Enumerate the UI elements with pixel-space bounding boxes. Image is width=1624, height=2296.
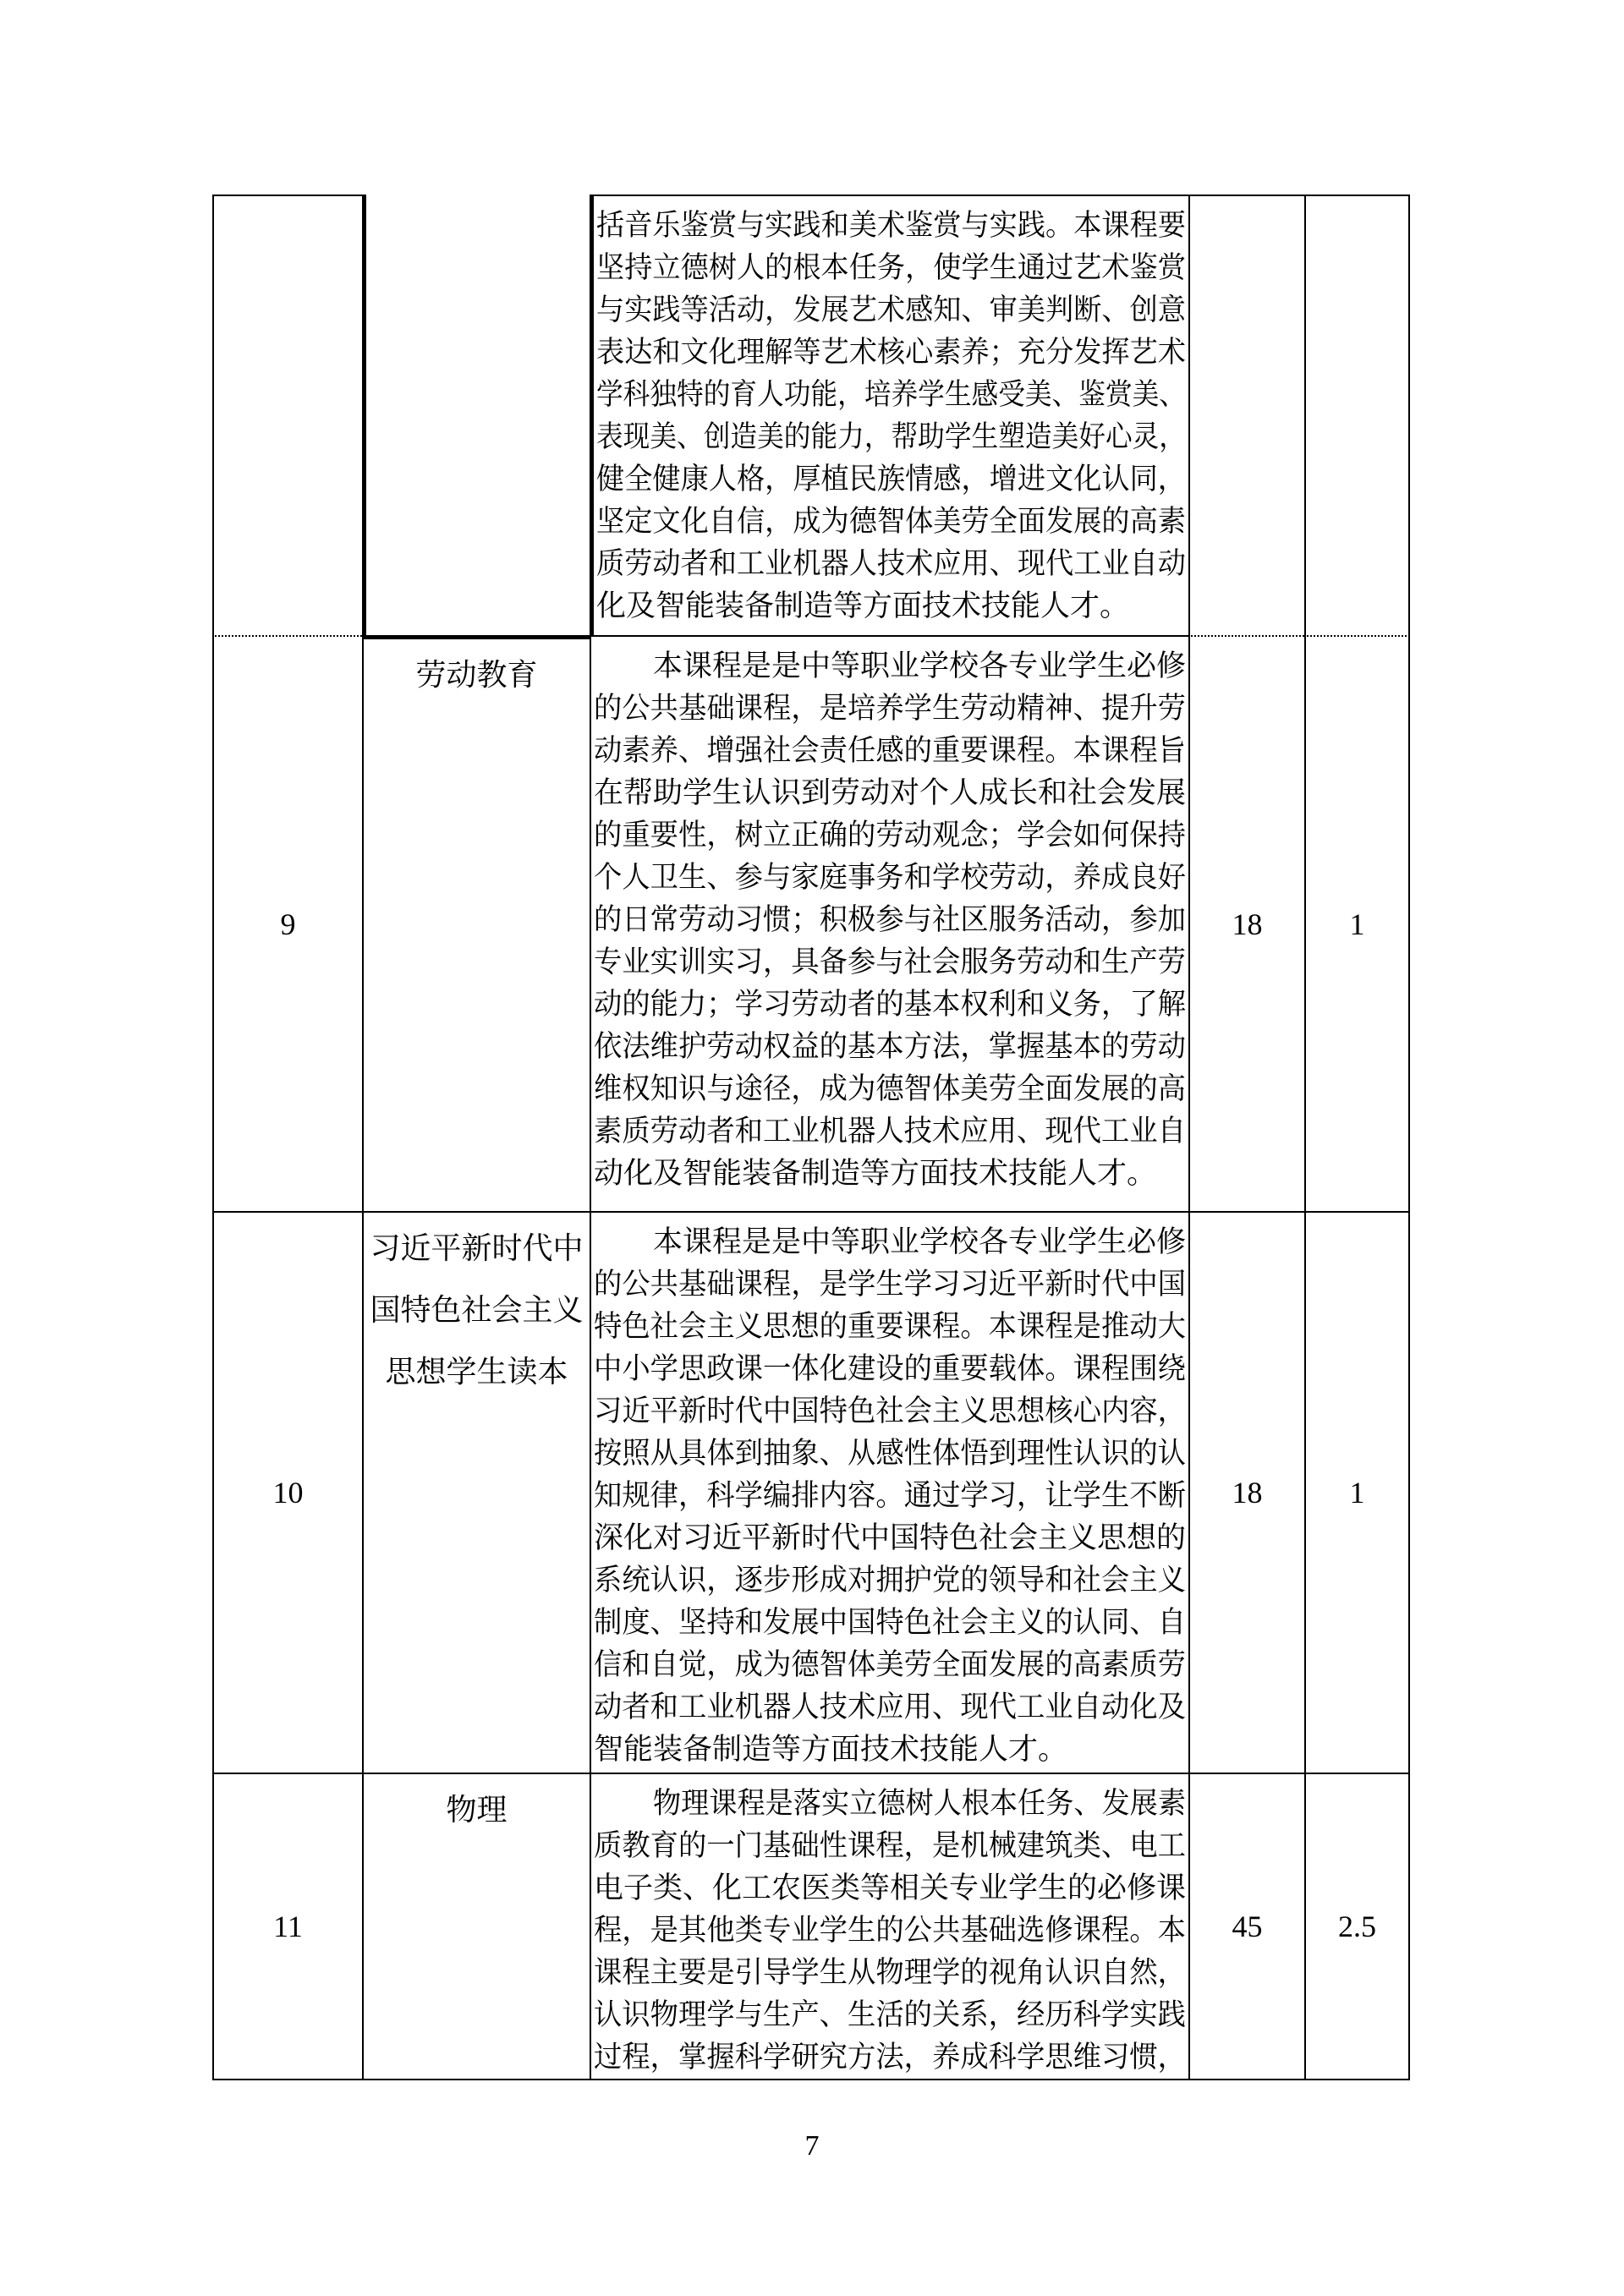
credits-value: 2.5 [1338, 1910, 1376, 1943]
continuation-description-cell [590, 195, 1188, 635]
row-10-hours-cell [1188, 1211, 1304, 1773]
continuation-credits-cell [1304, 195, 1410, 635]
text-line: 表现美、创造美的能力，帮助学生塑造美好心灵， [596, 420, 1186, 453]
continuation-number-cell [212, 195, 362, 635]
text-line: 特色社会主义思想的重要课程。本课程是推动大 [594, 1310, 1186, 1343]
text-line: 动素养、增强社会责任感的重要课程。本课程旨 [594, 734, 1186, 767]
course-name [364, 644, 590, 706]
text-line: 知规律，科学编排内容。通过学习，让学生不断 [594, 1479, 1186, 1512]
course-description [594, 196, 1188, 627]
text-line: 物理课程是落实立德树人根本任务、发展素 [653, 1787, 1186, 1820]
text-line: 课程主要是引导学生从物理学的视角认识自然， [594, 1956, 1186, 1989]
row-11-hours-cell [1188, 1773, 1304, 2080]
hours-value: 18 [1232, 1476, 1263, 1510]
row-10-course-cell [362, 1211, 590, 1773]
row-9-description-cell [590, 635, 1188, 1211]
table-row-10 [212, 1211, 1410, 1773]
text-line: 劳动教育 [415, 658, 538, 692]
text-line: 健全健康人格，厚植民族情感，增进文化认同， [596, 463, 1186, 496]
text-line: 的公共基础课程，是培养学生劳动精神、提升劳 [594, 692, 1186, 725]
text-line: 质劳动者和工业机器人技术应用、现代工业自动 [596, 547, 1186, 580]
text-line: 程，是其他类专业学生的公共基础选修课程。本 [594, 1914, 1186, 1947]
text-line: 素质劳动者和工业机器人技术应用、现代工业自 [594, 1115, 1186, 1148]
text-line: 深化对习近平新时代中国特色社会主义思想的 [594, 1521, 1186, 1554]
row-11-description-cell [590, 1773, 1188, 2080]
text-line: 的公共基础课程，是学生学习习近平新时代中国 [594, 1268, 1186, 1301]
table-row-9 [212, 635, 1410, 1211]
continuation-hours-cell [1188, 195, 1304, 635]
text-line: 思想学生读本 [385, 1355, 568, 1389]
text-line: 本课程是是中等职业学校各专业学生必修 [653, 1225, 1186, 1258]
text-line: 的重要性，树立正确的劳动观念；学会如何保持 [594, 819, 1186, 852]
text-line: 质教育的一门基础性课程，是机械建筑类、电工 [594, 1829, 1186, 1862]
row-11-number-cell [212, 1773, 362, 2080]
text-line: 本课程是是中等职业学校各专业学生必修 [653, 649, 1186, 682]
text-line: 的日常劳动习惯；积极参与社区服务活动，参加 [594, 903, 1186, 936]
course-name [364, 1779, 590, 1841]
course-description [591, 1774, 1188, 2079]
course-table [212, 195, 1410, 2080]
text-line: 信和自觉，成为德智体美劳全面发展的高素质劳 [594, 1648, 1186, 1681]
text-line: 坚定文化自信，成为德智体美劳全面发展的高素 [596, 505, 1186, 538]
page-number: 7 [804, 2130, 820, 2162]
text-line: 个人卫生、参与家庭事务和学校劳动，养成良好 [594, 861, 1186, 894]
text-line: 中小学思政课一体化建设的重要载体。课程围绕 [594, 1352, 1186, 1385]
text-line: 智能装备制造等方面技术技能人才。 [594, 1733, 1068, 1766]
text-line: 物理 [446, 1793, 508, 1827]
row-9-course-cell [362, 635, 590, 1211]
hours-value: 18 [1232, 907, 1263, 941]
course-description [591, 1213, 1188, 1771]
text-line: 过程，掌握科学研究方法，养成科学思维习惯， [594, 2041, 1186, 2074]
text-line: 括音乐鉴赏与实践和美术鉴赏与实践。本课程要 [596, 209, 1186, 242]
text-line: 电子类、化工农医类等相关专业学生的必修课 [594, 1871, 1186, 1904]
course-name [364, 1218, 590, 1403]
text-line: 表达和文化理解等艺术核心素养；充分发挥艺术 [596, 336, 1186, 369]
row-11-course-cell [362, 1773, 590, 2080]
continuation-course-cell-thick-outline [362, 195, 590, 635]
row-9-number-cell [212, 635, 362, 1211]
text-line: 认识物理学与生产、生活的关系，经历科学实践 [594, 1998, 1186, 2031]
text-line: 坚持立德树人的根本任务，使学生通过艺术鉴赏 [596, 251, 1186, 284]
row-10-description-cell [590, 1211, 1188, 1773]
text-line: 动化及智能装备制造等方面技术技能人才。 [594, 1157, 1157, 1190]
row-10-number-cell [212, 1211, 362, 1773]
row-9-hours-cell [1188, 635, 1304, 1211]
row-number: 10 [272, 1476, 304, 1510]
text-line: 依法维护劳动权益的基本方法，掌握基本的劳动 [594, 1030, 1186, 1063]
text-line: 国特色社会主义 [370, 1293, 584, 1327]
credits-value: 1 [1349, 1476, 1365, 1510]
text-line: 按照从具体到抽象、从感性体悟到理性认识的认 [594, 1437, 1186, 1470]
text-line: 习近平新时代中国特色社会主义思想核心内容， [594, 1395, 1186, 1427]
row-10-credits-cell [1304, 1211, 1410, 1773]
text-line: 系统认识，逐步形成对拥护党的领导和社会主义 [594, 1564, 1186, 1597]
text-line: 化及智能装备制造等方面技术技能人才。 [596, 589, 1130, 622]
text-line: 维权知识与途径，成为德智体美劳全面发展的高 [594, 1072, 1186, 1105]
row-number: 9 [280, 907, 296, 941]
row-9-credits-cell [1304, 635, 1410, 1211]
table-row-11 [212, 1773, 1410, 2080]
text-line: 动的能力；学习劳动者的基本权利和义务，了解 [594, 988, 1186, 1021]
text-line: 制度、坚持和发展中国特色社会主义的认同、自 [594, 1606, 1186, 1639]
row-11-credits-cell [1304, 1773, 1410, 2080]
text-line: 在帮助学生认识到劳动对个人成长和社会发展 [594, 776, 1186, 809]
text-line: 习近平新时代中 [370, 1231, 584, 1265]
text-line: 学科独特的育人功能，培养学生感受美、鉴赏美、 [596, 378, 1186, 411]
text-line: 动者和工业机器人技术应用、现代工业自动化及 [594, 1690, 1186, 1723]
text-line: 专业实训实习，具备参与社会服务劳动和生产劳 [594, 945, 1186, 978]
course-description [591, 637, 1188, 1195]
text-line: 与实践等活动，发展艺术感知、审美判断、创意 [596, 293, 1186, 326]
table-row-continuation [212, 195, 1410, 635]
row-number: 11 [273, 1910, 303, 1943]
credits-value: 1 [1349, 907, 1365, 941]
hours-value: 45 [1232, 1910, 1263, 1943]
